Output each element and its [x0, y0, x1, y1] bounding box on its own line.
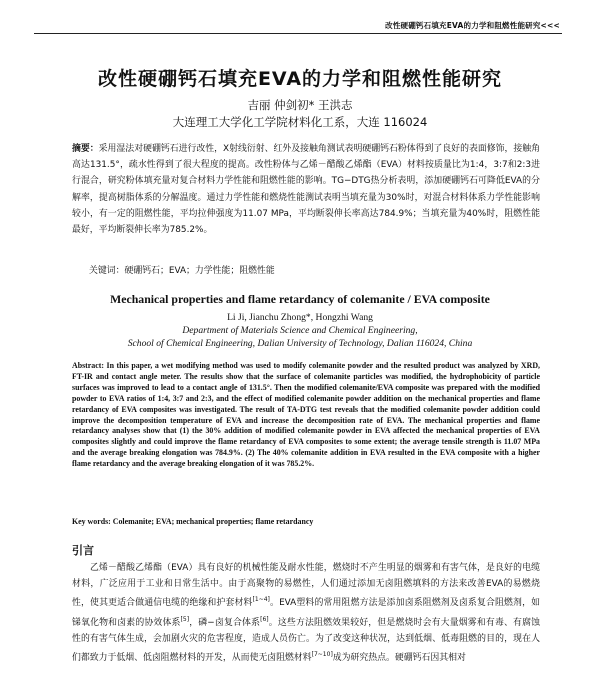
chinese-abstract-text: 采用湿法对硬硼钙石进行改性，X射线衍射、红外及接触角测试表明硬硼钙石粉体得到了良好的表面修饰，接触角高达131.5°，疏水性得到了很大程度的提高。改性粉体与乙烯－醋酸乙烯酯（EVA）材料按质量比为1:4，3:7和2:3进行混合，研究粉体填充量对复合材料力学性能和阻燃性能的影响。TG−DTG热分析表明，添加硬硼钙石可降低EVA的分解率，提高树脂体系的分解温度。通过力学性能和燃烧性能测试表明当填充量为30%时，对混合材料体系力学性能影响较小，有一定的阻燃性能，平均拉伸强度为11.07 MPa，平均断裂伸长率高达784.9%；当填充量为40%时，阻燃性能最好，平均断裂伸长率为785.2%。: [72, 144, 541, 236]
english-abstract: [72, 361, 540, 470]
citation: [1~4]: [252, 596, 270, 604]
english-affiliation: School of Chemical Engineering, Dalian University of Technology, Dalian 116024, China: [127, 338, 473, 349]
english-keywords: [72, 517, 540, 526]
intro-text-5: 成为研究热点。硬硼钙石因其相对: [332, 652, 466, 663]
introduction-heading: 引言: [72, 544, 94, 557]
english-abstract-label: Abstract:: [72, 361, 104, 370]
chinese-keywords-label: 关键词：: [89, 266, 125, 276]
english-authors: Li Ji, Jianchu Zhong*, Hongzhi Wang: [227, 312, 373, 323]
chinese-affiliation: 大连理工大学化工学院材料化工系，大连 116024: [172, 115, 428, 129]
english-keywords-text: Colemanite; EVA; mechanical properties; flame retardancy: [110, 517, 314, 526]
english-abstract-text: In this paper, a wet modifying method was used to modify colemanite powder and the resulted product was analyzed by XRD, FT-IR and contact angle meter. The results show that the surface of colemanite particles was modified, the hydrophobicity of particle surfaces was improved to lead to a contact angle of 131.5°. Then the modified colemanite/EVA composite was prepared with the modified powder to EVA ratios of 1:4, 3:7 and 2:3, and the effect of modified colemanite powder addition on the mechanical properties and flame retardancy of EVA composites was investigated. The result of TA-DTG test reveals that the modified colemanite powder addition could improve the decomposition temperature of EVA and increase the decomposition rate of EVA. The mechanical properties and flame retardancy analyses show that (1) the 30% addition of modified colemanite powder in EVA affected the mechanical properties of EVA composites slightly and could improve the flame retardancy of EVA composites to some extent; the average tensile strength is 11.07 MPa and the average breaking elongation was 784.9%. (2) The 40% colemanite addition in EVA resulted in the EVA composite with a higher flame retardancy and the average breaking elongation of it was 785.2%.: [72, 361, 540, 469]
citation: [6]: [260, 615, 269, 623]
citation: [5]: [180, 615, 190, 623]
english-title: Mechanical properties and flame retardancy of colemanite / EVA composite: [110, 292, 490, 306]
introduction-paragraph: [72, 560, 540, 666]
english-keywords-label: Key words:: [72, 517, 111, 526]
citation: [7~10]: [311, 650, 333, 658]
chinese-abstract-label: 摘要：: [72, 144, 99, 154]
chinese-title: 改性硬硼钙石填充EVA的力学和阻燃性能研究: [97, 68, 503, 90]
chinese-abstract: [72, 141, 540, 238]
english-department: Department of Materials Science and Chemical Engineering,: [182, 325, 418, 336]
running-title: 改性硬硼钙石填充EVA的力学和阻燃性能研究<<<: [385, 21, 560, 30]
chinese-authors: 吉丽 仲剑初* 王洪志: [247, 98, 353, 112]
intro-text-4: 。这些方法阻燃效果较好，但是燃烧时会有大量烟雾和有毒、有腐蚀性的有害气体生成，会加剧火灾的危害程度，造成人员伤亡。为了改变这种状况，达到低烟、低毒阻燃的目的，现在人们都致力于低烟、低卤阻燃材料的开发，从而使无卤阻燃材料: [72, 617, 540, 663]
chinese-keywords: [89, 263, 539, 276]
intro-text-2: 。EVA塑料的常用阻燃方法是添加卤系阻燃剂及卤系复合阻燃剂，如锑氧化物和卤素的协效体系: [72, 598, 540, 628]
chinese-keywords-text: 硬硼钙石；EVA；力学性能；阻燃性能: [124, 266, 275, 276]
header-rule: [34, 33, 562, 34]
intro-text-3: ，磷−卤复合体系: [189, 617, 261, 628]
intro-text-1: 乙烯－醋酸乙烯酯（EVA）具有良好的机械性能及耐水性能，燃烧时不产生明显的烟雾和有害气体，是良好的电缆材料，广泛应用于工业和日常生活中。由于高聚物的易燃性，人们通过添加无卤阻燃填料的方法来改善EVA的易燃烧性，使其更适合做通信电缆的绝缘和护套材料: [72, 563, 540, 609]
